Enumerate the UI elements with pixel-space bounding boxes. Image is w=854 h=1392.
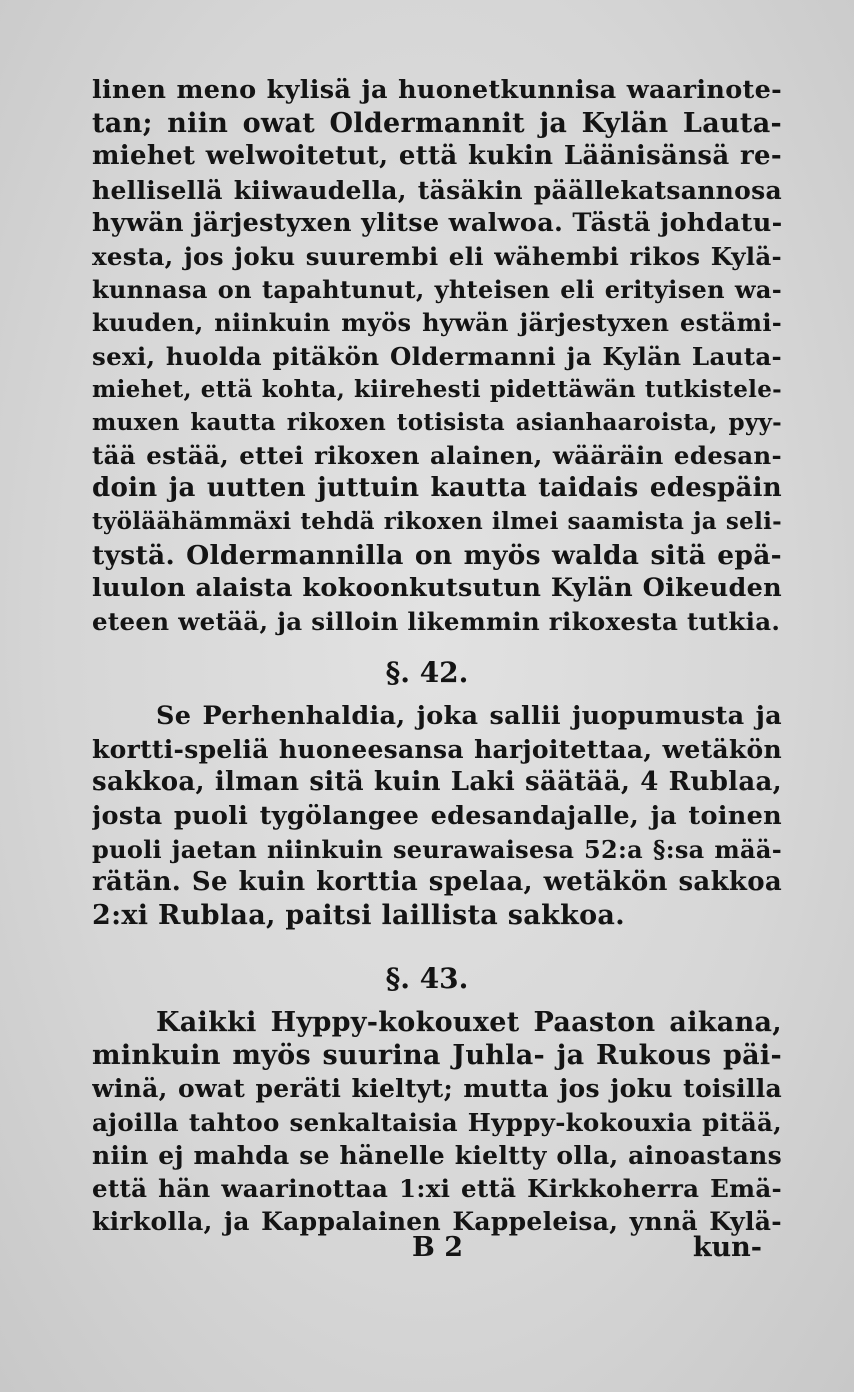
signature-mark: B 2 [412, 1232, 464, 1263]
paragraph-1 [92, 74, 782, 638]
text-line: xesta, jos joku suurembi eli wähembi rikos Kylä- [92, 241, 782, 271]
text-line: hellisellä kiiwaudella, täsäkin päällekatsannosa [92, 175, 782, 205]
text-line: puoli jaetan niinkuin seurawaisesa 52:a §:sa mää- [92, 834, 782, 864]
text-line: doin ja uutten juttuin kautta taidais edespäin [92, 473, 782, 504]
text-line: työläähämmäxi tehdä rikoxen ilmei saamista ja seli- [92, 508, 782, 536]
catchword: kun- [692, 1232, 762, 1263]
text-line: kunnasa on tapahtunut, yhteisen eli erityisen wa- [92, 275, 782, 305]
text-line: rätän. Se kuin korttia spelaa, wetäkön sakkoa [92, 866, 782, 897]
section-heading-42: §. 42. [385, 656, 469, 689]
text-line: tan; niin owat Oldermannit ja Kylän Lauta- [92, 108, 782, 140]
text-line: miehet welwoitetut, että kukin Läänisänsä re- [92, 141, 782, 172]
text-line: winä, owat peräti kieltyt; mutta jos joku toisilla [92, 1074, 782, 1104]
text-line: linen meno kylisä ja huonetkunnisa waarinote- [92, 75, 782, 105]
text-line: kuuden, niinkuin myös hywän järjestyxen estämi- [92, 308, 782, 338]
text-line: minkuin myös suurina Juhla- ja Rukous päi- [92, 1040, 782, 1072]
text-line: sakkoa, ilman sitä kuin Laki säätää, 4 Rublaa, [92, 767, 782, 798]
paragraph-2 [92, 700, 782, 932]
text-line: miehet, että kohta, kiirehesti pidettäwän tutkistele- [92, 375, 782, 403]
text-line: eteen wetää, ja silloin likemmin rikoxesta tutkia. [92, 607, 781, 636]
text-line: 2:xi Rublaa, paitsi laillista sakkoa. [92, 900, 625, 932]
text-line: niin ej mahda se hänelle kieltty olla, ainoastans [92, 1140, 782, 1170]
text-line: tystä. Oldermannilla on myös walda sitä epä- [92, 539, 782, 571]
text-line: Kaikki Hyppy-kokouxet Paaston aikana, [156, 1007, 782, 1038]
text-line: kortti-speliä huoneesansa harjoitettaa, wetäkön [92, 735, 782, 765]
text-line: kirkolla, ja Kappalainen Kappeleisa, ynnä Kylä- [92, 1207, 782, 1237]
text-line: tää estää, ettei rikoxen alainen, wääräin edesan- [92, 441, 782, 471]
text-line: ajoilla tahtoo senkaltaisia Hyppy-kokouxia pitää, [92, 1107, 782, 1137]
text-line: hywän järjestyxen ylitse walwoa. Tästä johdatu- [92, 207, 782, 238]
text-line: muxen kautta rikoxen totisista asianhaaroista, pyy- [92, 408, 782, 436]
text-line: Se Perhenhaldia, joka sallii juopumusta ja [156, 701, 782, 731]
text-line: sexi, huolda pitäkön Oldermanni ja Kylän Lauta- [92, 341, 782, 371]
paragraph-3 [92, 1006, 782, 1238]
page-footer [92, 1232, 762, 1266]
text-line: luulon alaista kokoonkutsutun Kylän Oikeuden [92, 572, 782, 603]
text-line: josta puoli tygölangee edesandajalle, ja toinen [92, 800, 782, 831]
section-heading-43: §. 43. [385, 962, 469, 995]
text-line: että hän waarinottaa 1:xi että Kirkkoherra Emä- [92, 1173, 782, 1203]
